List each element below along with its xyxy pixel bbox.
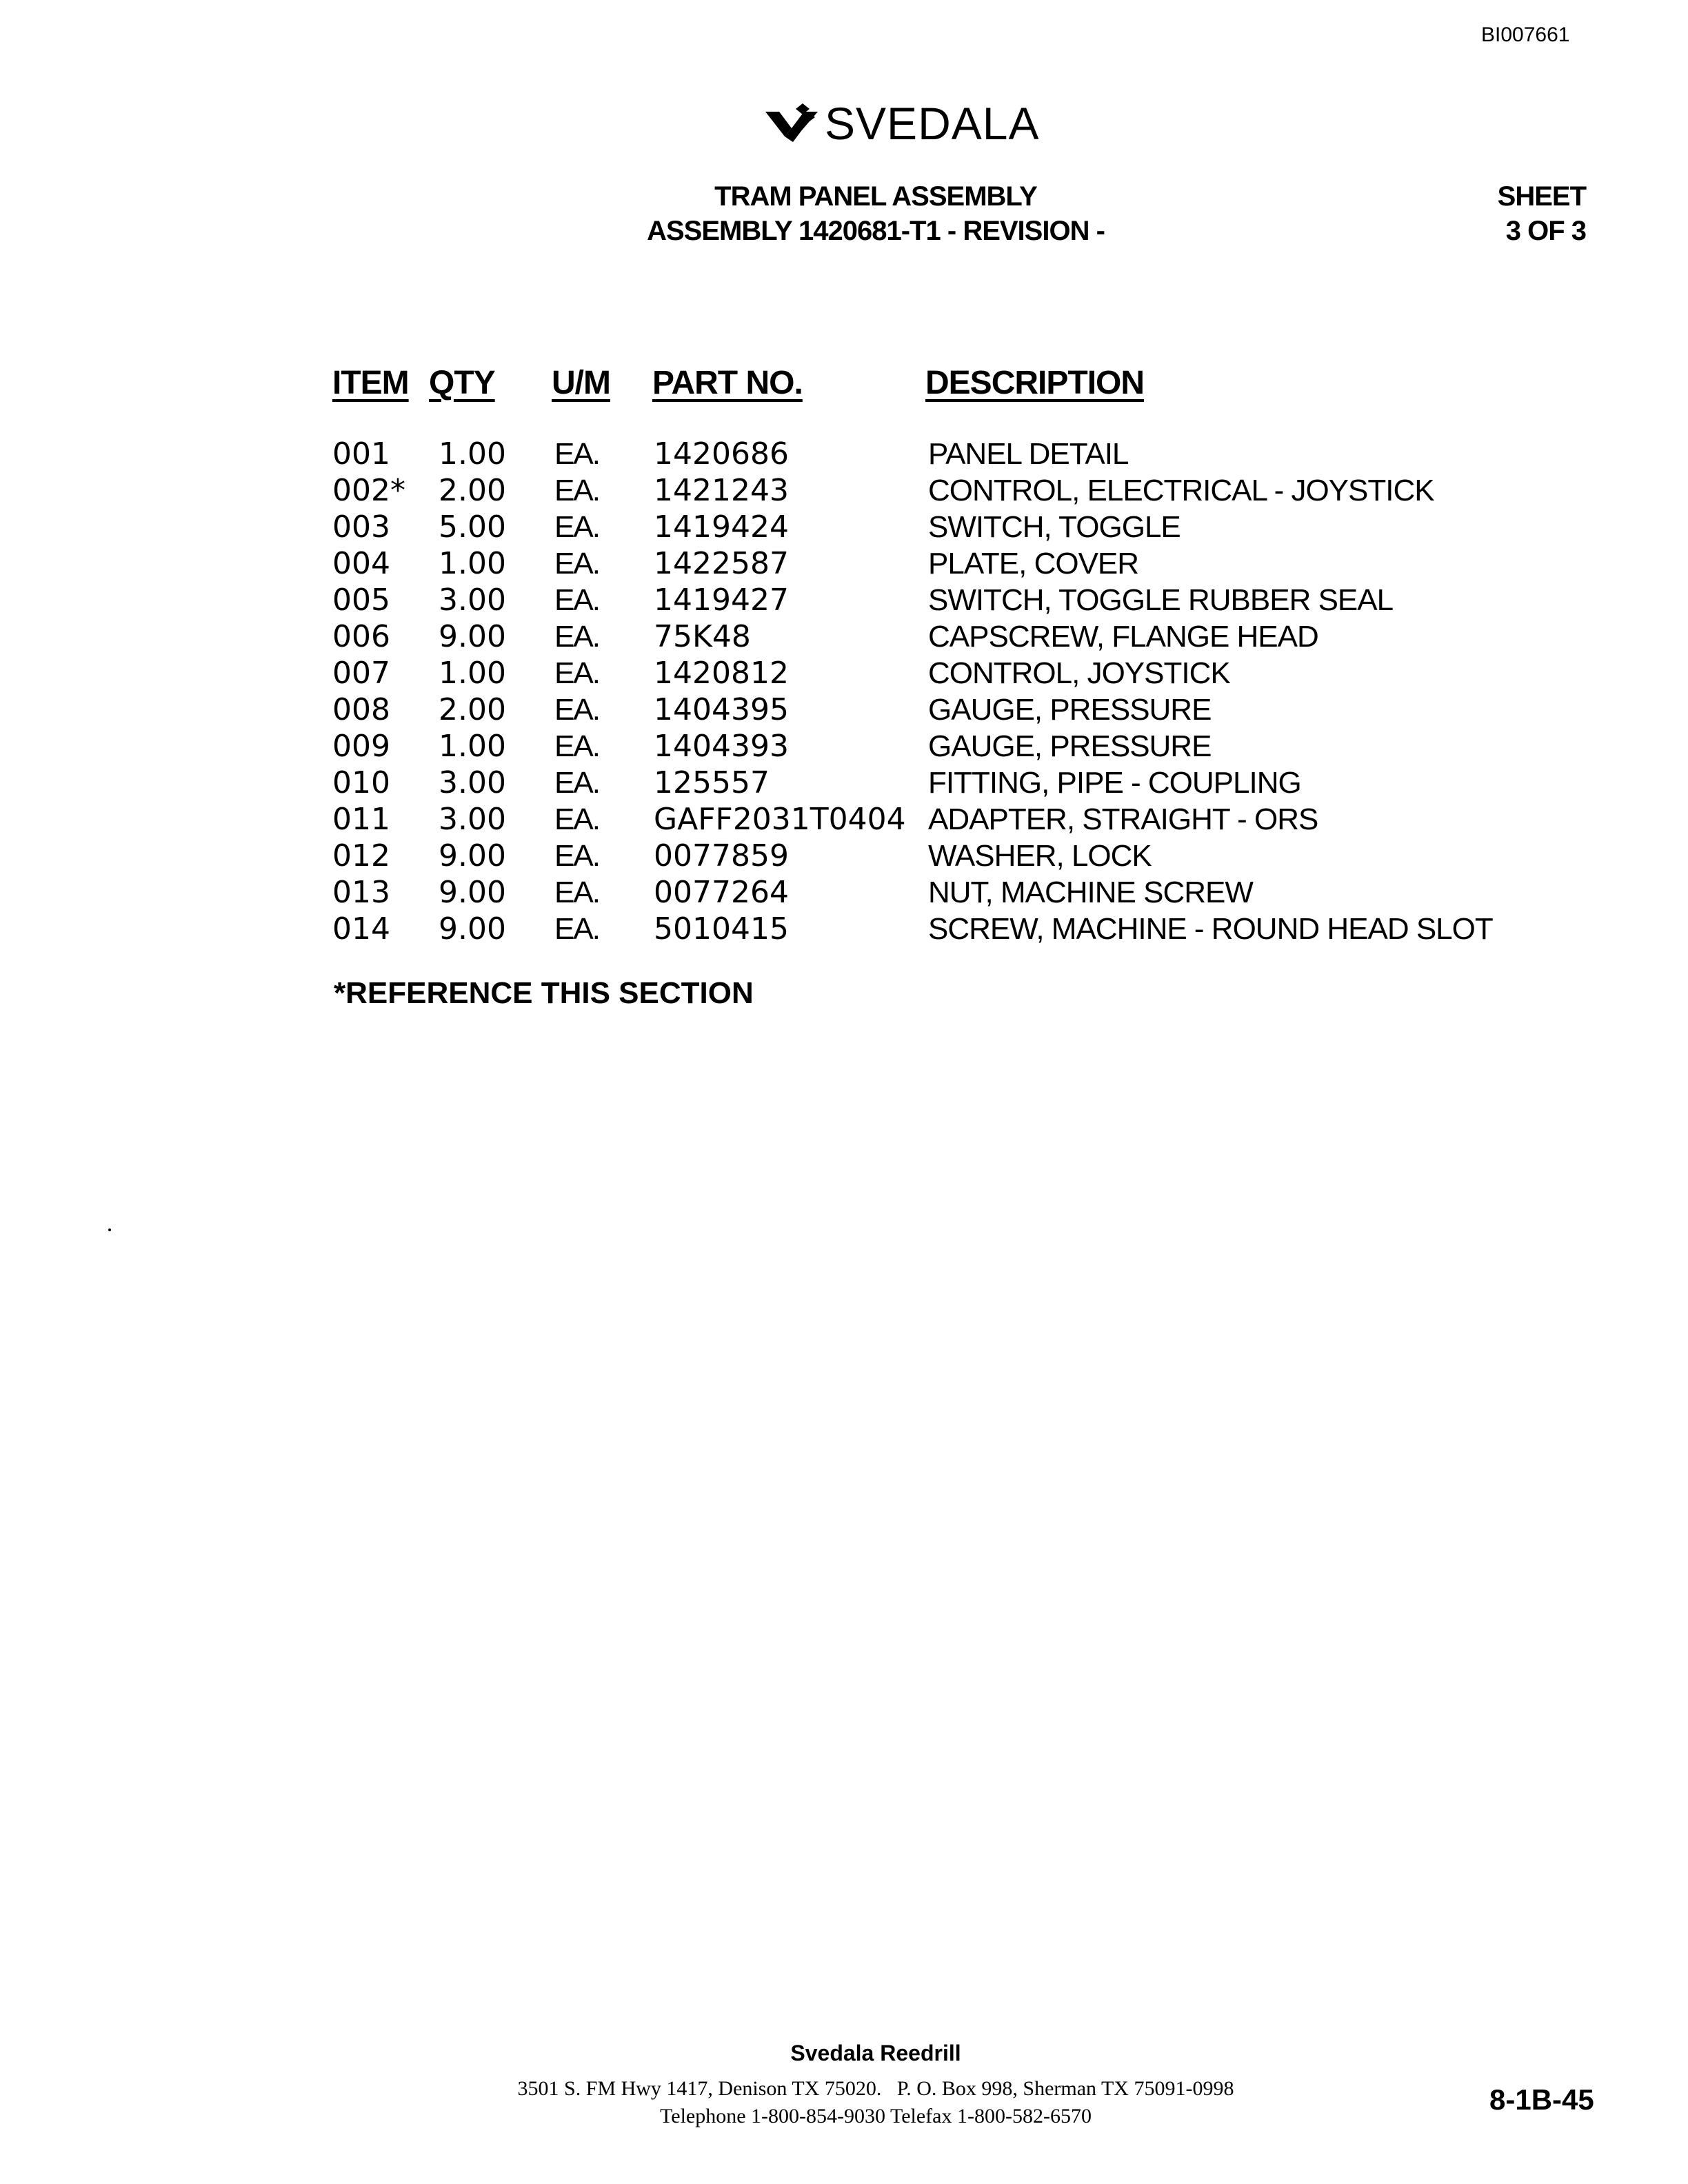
description: PANEL DETAIL bbox=[928, 437, 1129, 471]
table-row bbox=[0, 874, 1688, 911]
title-line-1: TRAM PANEL ASSEMBLY bbox=[714, 181, 1037, 212]
part-number: 1419427 bbox=[654, 583, 789, 618]
description: GAUGE, PRESSURE bbox=[928, 693, 1212, 727]
quantity: 3.00 bbox=[439, 583, 506, 618]
parts-list bbox=[0, 436, 1688, 947]
part-number: 1420686 bbox=[654, 436, 789, 472]
table-row bbox=[0, 436, 1688, 472]
title-line-2: ASSEMBLY 1420681-T1 - REVISION - bbox=[647, 216, 1105, 246]
table-row bbox=[0, 545, 1688, 582]
unit-of-measure: EA. bbox=[554, 839, 599, 873]
description: WASHER, LOCK bbox=[928, 839, 1152, 873]
item-number: 010 bbox=[332, 765, 390, 800]
table-row bbox=[0, 582, 1688, 618]
unit-of-measure: EA. bbox=[554, 474, 599, 507]
part-number: 1421243 bbox=[654, 473, 789, 508]
item-number: 005 bbox=[332, 583, 390, 618]
table-row bbox=[0, 801, 1688, 838]
item-number: 008 bbox=[332, 692, 390, 727]
unit-of-measure: EA. bbox=[554, 547, 599, 580]
quantity: 1.00 bbox=[439, 436, 506, 472]
unit-of-measure: EA. bbox=[554, 912, 599, 946]
unit-of-measure: EA. bbox=[554, 510, 599, 544]
item-number: 004 bbox=[332, 546, 390, 581]
quantity: 9.00 bbox=[439, 619, 506, 654]
description: CONTROL, ELECTRICAL - JOYSTICK bbox=[928, 474, 1434, 507]
part-number: 1404395 bbox=[654, 692, 789, 727]
column-header-item: ITEM bbox=[332, 365, 409, 401]
part-number: 125557 bbox=[654, 765, 770, 800]
page-number: 8-1B-45 bbox=[1489, 2083, 1594, 2116]
part-number: 1420812 bbox=[654, 656, 789, 691]
column-header-part-no: PART NO. bbox=[652, 365, 803, 401]
column-header-description: DESCRIPTION bbox=[925, 365, 1145, 401]
footer-company: Svedala Reedrill bbox=[790, 2041, 961, 2065]
description: CAPSCREW, FLANGE HEAD bbox=[928, 620, 1318, 654]
footer-address bbox=[414, 2075, 1338, 2130]
unit-of-measure: EA. bbox=[554, 729, 599, 763]
column-header-qty: QTY bbox=[429, 365, 495, 401]
table-row bbox=[0, 509, 1688, 545]
part-number: GAFF2031T0404 bbox=[654, 802, 906, 837]
sheet-label: SHEET bbox=[1497, 181, 1586, 212]
part-number: 0077859 bbox=[654, 838, 789, 873]
item-number: 006 bbox=[332, 619, 390, 654]
description: PLATE, COVER bbox=[928, 547, 1139, 580]
table-row bbox=[0, 655, 1688, 691]
quantity: 5.00 bbox=[439, 509, 506, 545]
quantity: 1.00 bbox=[439, 729, 506, 764]
reference-note: *REFERENCE THIS SECTION bbox=[334, 976, 754, 1010]
part-number: 1422587 bbox=[654, 546, 789, 581]
table-row bbox=[0, 765, 1688, 801]
part-number: 0077264 bbox=[654, 875, 789, 910]
item-number: 007 bbox=[332, 656, 390, 691]
item-number: 009 bbox=[332, 729, 390, 764]
assembly-title bbox=[621, 179, 1131, 248]
item-number: 013 bbox=[332, 875, 390, 910]
column-header-um: U/M bbox=[552, 365, 610, 401]
item-number: 003 bbox=[332, 509, 390, 545]
description: NUT, MACHINE SCREW bbox=[928, 876, 1253, 909]
footer-address-line-1: 3501 S. FM Hwy 1417, Denison TX 75020. P. O. Box 998, Sherman TX 75091-0998 bbox=[517, 2077, 1234, 2100]
footer-address-line-2: Telephone 1-800-854-9030 Telefax 1-800-582-6570 bbox=[660, 2105, 1092, 2127]
unit-of-measure: EA. bbox=[554, 876, 599, 909]
quantity: 3.00 bbox=[439, 802, 506, 837]
description: SWITCH, TOGGLE bbox=[928, 510, 1180, 544]
quantity: 2.00 bbox=[439, 692, 506, 727]
table-row bbox=[0, 691, 1688, 728]
item-number: 011 bbox=[332, 802, 390, 837]
quantity: 9.00 bbox=[439, 875, 506, 910]
company-logo bbox=[764, 99, 1039, 148]
quantity: 1.00 bbox=[439, 546, 506, 581]
sheet-value: 3 OF 3 bbox=[1505, 216, 1586, 246]
document-id: BI007661 bbox=[1481, 23, 1570, 46]
unit-of-measure: EA. bbox=[554, 656, 599, 690]
description: SCREW, MACHINE - ROUND HEAD SLOT bbox=[928, 912, 1493, 946]
item-number: 002* bbox=[332, 473, 405, 508]
table-row bbox=[0, 838, 1688, 874]
table-row bbox=[0, 618, 1688, 655]
description: FITTING, PIPE - COUPLING bbox=[928, 766, 1301, 800]
quantity: 2.00 bbox=[439, 473, 506, 508]
quantity: 9.00 bbox=[439, 911, 506, 947]
description: SWITCH, TOGGLE RUBBER SEAL bbox=[928, 583, 1394, 617]
quantity: 1.00 bbox=[439, 656, 506, 691]
table-row bbox=[0, 728, 1688, 765]
svedala-diamond-logo-icon bbox=[764, 103, 822, 143]
quantity: 9.00 bbox=[439, 838, 506, 873]
sheet-indicator bbox=[1448, 179, 1586, 248]
logo-text: SVEDALA bbox=[825, 98, 1040, 149]
quantity: 3.00 bbox=[439, 765, 506, 800]
item-number: 014 bbox=[332, 911, 390, 947]
part-number: 5010415 bbox=[654, 911, 789, 947]
item-number: 012 bbox=[332, 838, 390, 873]
description: ADAPTER, STRAIGHT - ORS bbox=[928, 802, 1318, 836]
unit-of-measure: EA. bbox=[554, 620, 599, 654]
unit-of-measure: EA. bbox=[554, 802, 599, 836]
part-number: 1419424 bbox=[654, 509, 789, 545]
part-number: 1404393 bbox=[654, 729, 789, 764]
item-number: 001 bbox=[332, 436, 390, 472]
scan-speck bbox=[108, 1228, 111, 1231]
table-row bbox=[0, 472, 1688, 509]
table-row bbox=[0, 911, 1688, 947]
part-number: 75K48 bbox=[654, 619, 751, 654]
unit-of-measure: EA. bbox=[554, 583, 599, 617]
unit-of-measure: EA. bbox=[554, 437, 599, 471]
unit-of-measure: EA. bbox=[554, 766, 599, 800]
description: GAUGE, PRESSURE bbox=[928, 729, 1212, 763]
unit-of-measure: EA. bbox=[554, 693, 599, 727]
description: CONTROL, JOYSTICK bbox=[928, 656, 1230, 690]
